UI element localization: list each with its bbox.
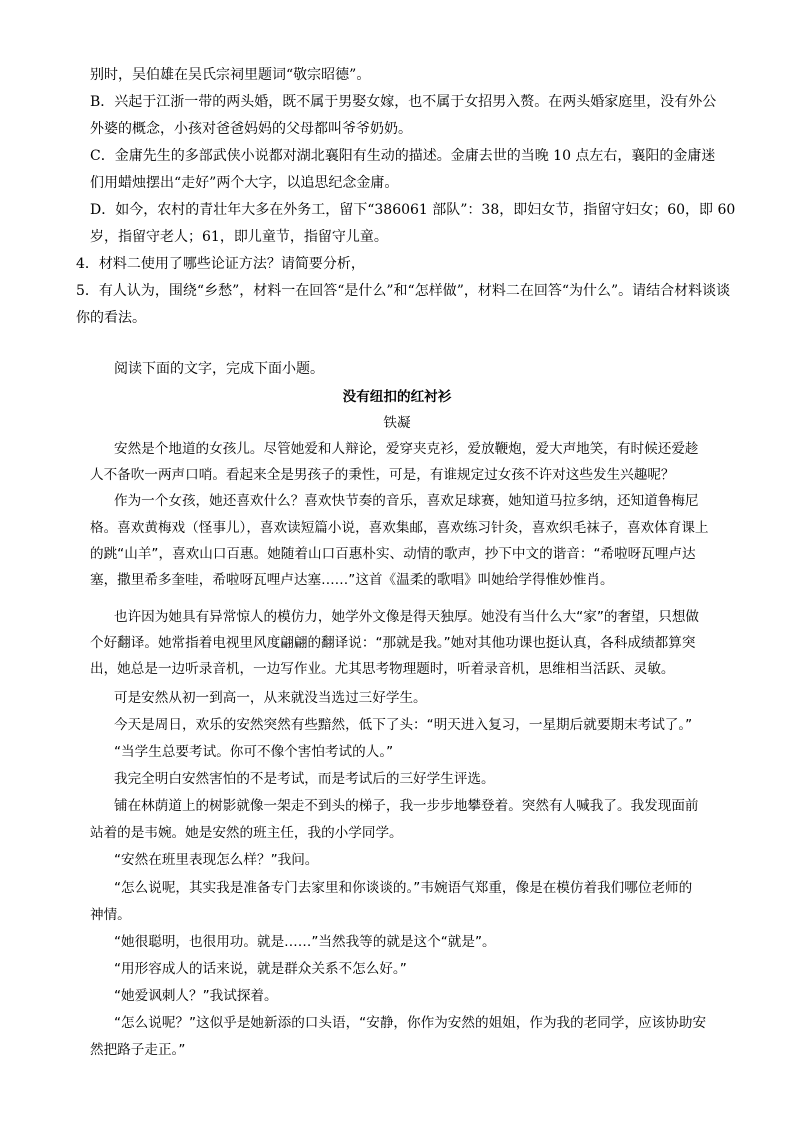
question-5-continuation: 你的看法。 <box>76 310 146 326</box>
story-line: 可是安然从初一到高一，从来就没当选过三好学生。 <box>114 690 427 706</box>
question-4: 4．材料二使用了哪些论证方法？请简要分析， <box>76 256 365 272</box>
story-line: 格。喜欢黄梅戏（怪事儿），喜欢读短篇小说，喜欢集邮，喜欢练习针灸，喜欢织毛袜子，喜欢体育课上 <box>90 520 709 536</box>
story-line: 出，她总是一边听录音机，一边写作业。尤其思考物理题时，听着录音机，思维相当活跃、灵敏。 <box>90 661 675 677</box>
story-line: 作为一个女孩，她还喜欢什么？喜欢快节奏的音乐，喜欢足球赛，她知道马拉多纳，还知道鲁梅尼 <box>114 493 699 509</box>
option-b: B．兴起于江浙一带的两头婚，既不属于男娶女嫁，也不属于女招男入赘。在两头婚家庭里，没有外公 <box>90 94 717 110</box>
question-5: 5．有人认为，围绕“乡愁”，材料一在回答“是什么”和“怎样做”，材料二在回答“为什么”。请结合材料谈谈 <box>76 283 731 299</box>
story-line: 个好翻译。她常指着电视里风度翩翩的翻译说：“那就是我。”她对其他功课也挺认真，各科成绩都算突 <box>90 635 696 651</box>
story-line: 神情。 <box>90 907 131 923</box>
option-c-continuation: 们用蜡烛摆出“走好”两个大字，以追思纪念金庸。 <box>90 175 399 191</box>
option-c: C．金庸先生的多部武侠小说都对湖北襄阳有生动的描述。金庸去世的当晚 10 点左右，襄阳的金庸迷 <box>90 148 716 164</box>
story-line: 铺在林荫道上的树影就像一架走不到头的梯子，我一步步地攀登着。突然有人喊我了。我发现面前 <box>114 798 699 814</box>
option-b-continuation: 外婆的概念，小孩对爸爸妈妈的父母都叫爷爷奶奶。 <box>90 121 412 137</box>
story-title: 没有纽扣的红衬衫 <box>342 389 452 405</box>
story-line: 的跳“山羊”，喜欢山口百惠。她随着山口百惠朴实、动情的歌声，抄下中文的谐音：“希啦呀瓦哩卢达 <box>90 546 696 562</box>
story-line: 塞，撒里希多奎哇，希啦呀瓦哩卢达塞……”这首《温柔的歌唱》叫她给学得惟妙惟肖。 <box>90 572 614 588</box>
reading-instruction: 阅读下面的文字，完成下面小题。 <box>114 361 324 377</box>
story-author: 铁凝 <box>383 415 411 431</box>
story-line: 然把路子走正。” <box>90 1042 186 1058</box>
option-d-continuation: 岁，指留守老人；61，即儿童节，指留守儿童。 <box>90 229 388 245</box>
story-line: 我完全明白安然害怕的不是考试，而是考试后的三好学生评选。 <box>114 771 495 787</box>
option-d: D．如今，农村的青壮年大多在外务工，留下“386061 部队”：38，即妇女节，指留守妇女；60，即 60 <box>90 202 736 218</box>
story-line: “怎么说呢？”这似乎是她新添的口头语，“安静，你作为安然的姐姐，作为我的老同学，应该协助安 <box>114 1015 707 1031</box>
story-line: “她爱讽刺人？”我试探着。 <box>114 988 278 1004</box>
story-line: 站着的是韦婉。她是安然的班主任，我的小学同学。 <box>90 825 403 841</box>
story-line: “安然在班里表现怎么样？”我问。 <box>114 852 319 868</box>
story-line: “她很聪明，也很用功。就是……”当然我等的就是这个“就是”。 <box>114 934 496 950</box>
story-line: 人不备吹一两声口哨。看起来全是男孩子的秉性，可是，有谁规定过女孩不许对这些发生兴趣呢？ <box>90 467 675 483</box>
option-a-continuation: 别时，吴伯雄在吴氏宗祠里题词“敬宗昭德”。 <box>90 67 371 83</box>
story-line: 今天是周日，欢乐的安然突然有些黯然，低下了头：“明天进入复习，一星期后就要期末考试了。” <box>114 717 693 733</box>
story-line: “用形容成人的话来说，就是群众关系不怎么好。” <box>114 961 407 977</box>
story-line: “怎么说呢，其实我是准备专门去家里和你谈谈的。”韦婉语气郑重，像是在模仿着我们哪位老师的 <box>114 880 693 896</box>
story-line: “当学生总要考试。你可不像个害怕考试的人。” <box>114 744 394 760</box>
story-line: 也许因为她具有异常惊人的模仿力，她学外文像是得天独厚。她没有当什么大“家”的奢望，只想做 <box>114 609 700 625</box>
story-line: 安然是个地道的女孩儿。尽管她爱和人辩论，爱穿夹克衫，爱放鞭炮，爱大声地笑，有时候还爱趁 <box>114 441 699 457</box>
